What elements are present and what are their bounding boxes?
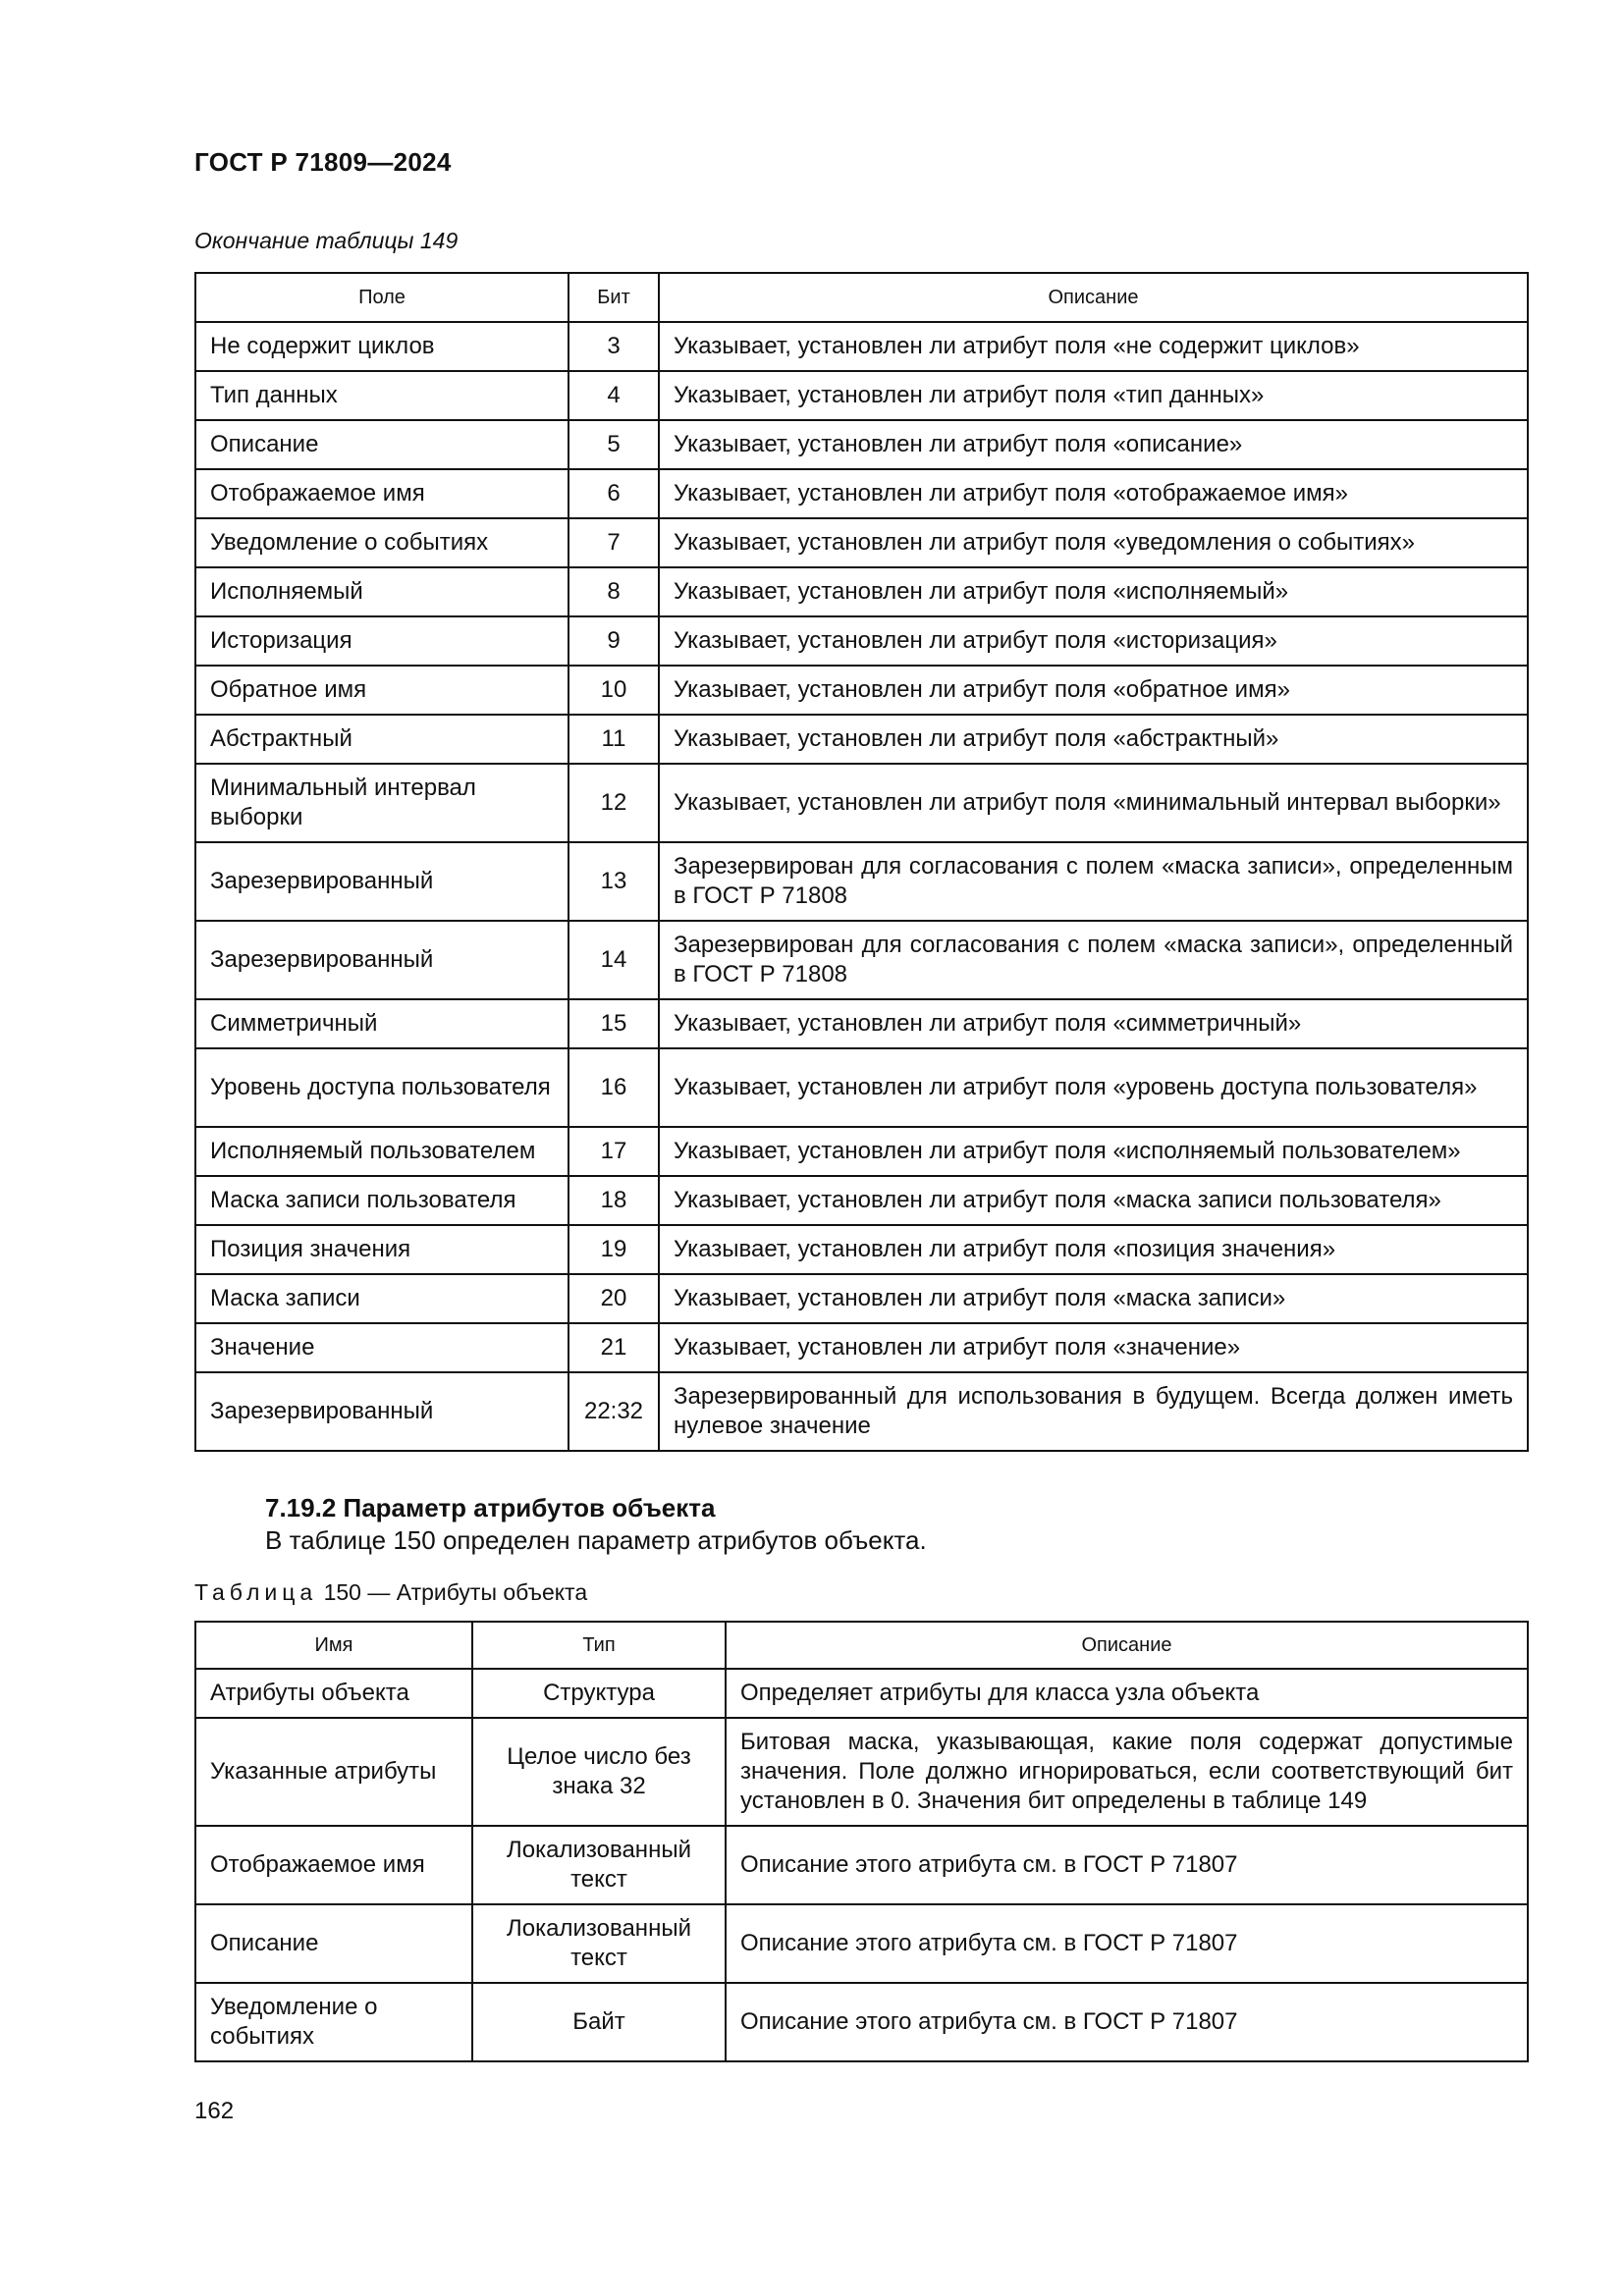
column-header-description: Описание xyxy=(726,1622,1528,1669)
type-cell: Целое число без знака 32 xyxy=(472,1718,726,1826)
bit-cell: 14 xyxy=(568,921,659,999)
field-cell: Отображаемое имя xyxy=(195,469,568,518)
field-cell: Позиция значения xyxy=(195,1225,568,1274)
column-header-name: Имя xyxy=(195,1622,472,1669)
description-cell: Указывает, установлен ли атрибут поля «отображаемое имя» xyxy=(659,469,1528,518)
document-id: ГОСТ Р 71809—2024 xyxy=(194,147,452,177)
description-cell: Битовая маска, указывающая, какие поля содержат допустимые значения. Поле должно игнорироваться, если соответствующий бит установлен в 0. Значения бит определены в таблице 149 xyxy=(726,1718,1528,1826)
description-cell: Указывает, установлен ли атрибут поля «тип данных» xyxy=(659,371,1528,420)
bit-cell: 17 xyxy=(568,1127,659,1176)
table-150 xyxy=(194,1621,1529,2062)
table-row xyxy=(195,1127,1528,1176)
table-row xyxy=(195,1826,1528,1904)
field-cell: Тип данных xyxy=(195,371,568,420)
bit-cell: 3 xyxy=(568,322,659,371)
column-header-bit: Бит xyxy=(568,273,659,322)
table-row xyxy=(195,567,1528,616)
name-cell: Уведомление о событиях xyxy=(195,1983,472,2061)
bit-cell: 22:32 xyxy=(568,1372,659,1451)
table-row xyxy=(195,518,1528,567)
bit-cell: 9 xyxy=(568,616,659,666)
section-text: В таблице 150 определен параметр атрибутов объекта. xyxy=(265,1525,927,1555)
field-cell: Зарезервированный xyxy=(195,1372,568,1451)
table-header-row xyxy=(195,273,1528,322)
table-row xyxy=(195,1718,1528,1826)
description-cell: Указывает, установлен ли атрибут поля «симметричный» xyxy=(659,999,1528,1048)
field-cell: Обратное имя xyxy=(195,666,568,715)
table-149 xyxy=(194,272,1529,1452)
description-cell: Указывает, установлен ли атрибут поля «не содержит циклов» xyxy=(659,322,1528,371)
bit-cell: 18 xyxy=(568,1176,659,1225)
name-cell: Описание xyxy=(195,1904,472,1983)
description-cell: Указывает, установлен ли атрибут поля «позиция значения» xyxy=(659,1225,1528,1274)
table-row xyxy=(195,921,1528,999)
description-cell: Указывает, установлен ли атрибут поля «маска записи пользователя» xyxy=(659,1176,1528,1225)
description-cell: Указывает, установлен ли атрибут поля «обратное имя» xyxy=(659,666,1528,715)
table-row xyxy=(195,1225,1528,1274)
description-cell: Указывает, установлен ли атрибут поля «исполняемый» xyxy=(659,567,1528,616)
table-row xyxy=(195,764,1528,842)
field-cell: Исполняемый xyxy=(195,567,568,616)
table-row xyxy=(195,1323,1528,1372)
table-row xyxy=(195,1176,1528,1225)
table-caption-label: Таблица xyxy=(194,1579,318,1605)
table-row xyxy=(195,1372,1528,1451)
column-header-type: Тип xyxy=(472,1622,726,1669)
table-caption-text: 150 — Атрибуты объекта xyxy=(317,1579,588,1605)
section-title: 7.19.2 Параметр атрибутов объекта xyxy=(265,1493,716,1522)
description-cell: Указывает, установлен ли атрибут поля «минимальный интервал выборки» xyxy=(659,764,1528,842)
table-row xyxy=(195,420,1528,469)
description-cell: Зарезервированный для использования в будущем. Всегда должен иметь нулевое значение xyxy=(659,1372,1528,1451)
table-row xyxy=(195,715,1528,764)
table-row xyxy=(195,1274,1528,1323)
field-cell: Уровень доступа пользователя xyxy=(195,1048,568,1127)
description-cell: Указывает, установлен ли атрибут поля «исполняемый пользователем» xyxy=(659,1127,1528,1176)
field-cell: Абстрактный xyxy=(195,715,568,764)
description-cell: Указывает, установлен ли атрибут поля «историзация» xyxy=(659,616,1528,666)
description-cell: Указывает, установлен ли атрибут поля «уровень доступа пользователя» xyxy=(659,1048,1528,1127)
column-header-field: Поле xyxy=(195,273,568,322)
table-150-caption xyxy=(194,1579,587,1606)
field-cell: Зарезервированный xyxy=(195,921,568,999)
column-header-description: Описание xyxy=(659,273,1528,322)
field-cell: Маска записи пользователя xyxy=(195,1176,568,1225)
bit-cell: 10 xyxy=(568,666,659,715)
table-row xyxy=(195,666,1528,715)
description-cell: Указывает, установлен ли атрибут поля «уведомления о событиях» xyxy=(659,518,1528,567)
type-cell: Байт xyxy=(472,1983,726,2061)
bit-cell: 8 xyxy=(568,567,659,616)
page-number: 162 xyxy=(194,2098,235,2124)
description-cell: Зарезервирован для согласования с полем «маска записи», определенный в ГОСТ Р 71808 xyxy=(659,921,1528,999)
bit-cell: 19 xyxy=(568,1225,659,1274)
description-cell: Описание этого атрибута см. в ГОСТ Р 71807 xyxy=(726,1826,1528,1904)
description-cell: Указывает, установлен ли атрибут поля «значение» xyxy=(659,1323,1528,1372)
table-149-continuation-caption: Окончание таблицы 149 xyxy=(194,228,459,253)
field-cell: Минимальный интервал выборки xyxy=(195,764,568,842)
bit-cell: 13 xyxy=(568,842,659,921)
description-cell: Описание этого атрибута см. в ГОСТ Р 71807 xyxy=(726,1983,1528,2061)
table-row xyxy=(195,842,1528,921)
description-cell: Указывает, установлен ли атрибут поля «маска записи» xyxy=(659,1274,1528,1323)
table-row xyxy=(195,469,1528,518)
field-cell: Маска записи xyxy=(195,1274,568,1323)
field-cell: Значение xyxy=(195,1323,568,1372)
type-cell: Локализованный текст xyxy=(472,1904,726,1983)
description-cell: Зарезервирован для согласования с полем «маска записи», определенным в ГОСТ Р 71808 xyxy=(659,842,1528,921)
bit-cell: 16 xyxy=(568,1048,659,1127)
bit-cell: 11 xyxy=(568,715,659,764)
table-row xyxy=(195,371,1528,420)
type-cell: Структура xyxy=(472,1669,726,1718)
table-row xyxy=(195,616,1528,666)
table-row xyxy=(195,1983,1528,2061)
name-cell: Указанные атрибуты xyxy=(195,1718,472,1826)
table-row xyxy=(195,1048,1528,1127)
table-row xyxy=(195,322,1528,371)
description-cell: Описание этого атрибута см. в ГОСТ Р 71807 xyxy=(726,1904,1528,1983)
description-cell: Указывает, установлен ли атрибут поля «описание» xyxy=(659,420,1528,469)
description-cell: Указывает, установлен ли атрибут поля «абстрактный» xyxy=(659,715,1528,764)
field-cell: Уведомление о событиях xyxy=(195,518,568,567)
field-cell: Исполняемый пользователем xyxy=(195,1127,568,1176)
field-cell: Зарезервированный xyxy=(195,842,568,921)
bit-cell: 4 xyxy=(568,371,659,420)
description-cell: Определяет атрибуты для класса узла объекта xyxy=(726,1669,1528,1718)
field-cell: Описание xyxy=(195,420,568,469)
bit-cell: 20 xyxy=(568,1274,659,1323)
bit-cell: 6 xyxy=(568,469,659,518)
bit-cell: 21 xyxy=(568,1323,659,1372)
field-cell: Симметричный xyxy=(195,999,568,1048)
field-cell: Историзация xyxy=(195,616,568,666)
name-cell: Отображаемое имя xyxy=(195,1826,472,1904)
bit-cell: 5 xyxy=(568,420,659,469)
bit-cell: 12 xyxy=(568,764,659,842)
name-cell: Атрибуты объекта xyxy=(195,1669,472,1718)
table-row xyxy=(195,999,1528,1048)
table-row xyxy=(195,1904,1528,1983)
table-header-row xyxy=(195,1622,1528,1669)
table-row xyxy=(195,1669,1528,1718)
type-cell: Локализованный текст xyxy=(472,1826,726,1904)
bit-cell: 15 xyxy=(568,999,659,1048)
bit-cell: 7 xyxy=(568,518,659,567)
field-cell: Не содержит циклов xyxy=(195,322,568,371)
